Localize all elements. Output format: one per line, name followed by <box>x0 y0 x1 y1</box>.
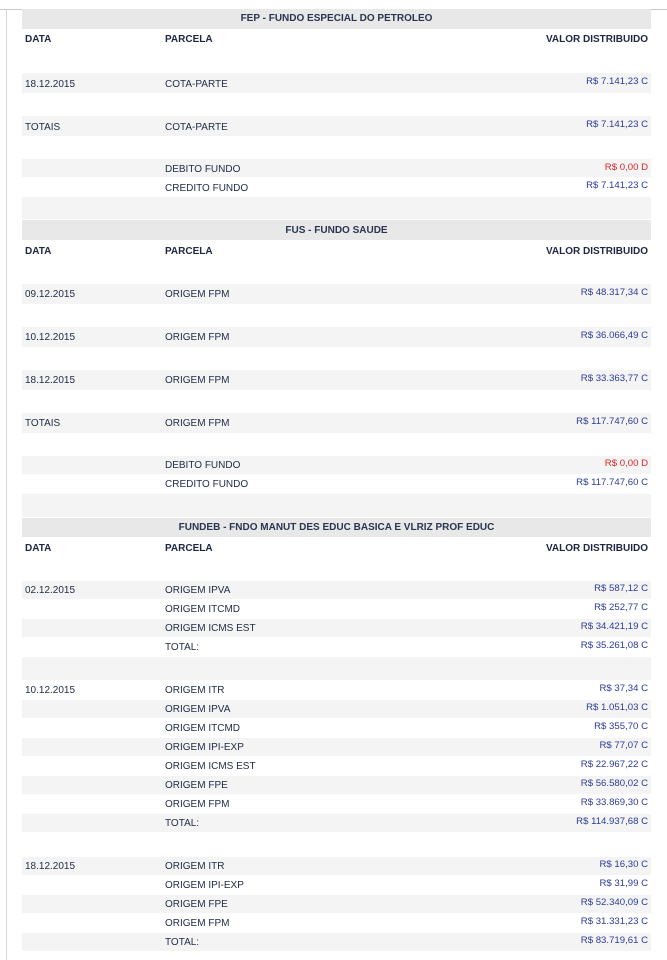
row-parcela: ORIGEM ICMS EST <box>165 761 256 772</box>
row-date: 18.12.2015 <box>25 375 76 386</box>
table-row <box>22 757 651 776</box>
section-title-text: FUNDEB - FNDO MANUT DES EDUC BASICA E VLRIZ PROF EDUC <box>178 522 495 533</box>
spacer-row <box>22 348 651 370</box>
section-title-fundeb <box>22 518 651 538</box>
row-valor: R$ 252,77 C <box>594 602 648 613</box>
left-border <box>6 9 7 960</box>
header-valor: VALOR DISTRIBUIDO <box>545 543 648 554</box>
row-valor: R$ 31.331,23 C <box>580 916 648 927</box>
row-parcela: ORIGEM ITR <box>165 685 225 696</box>
row-valor: R$ 0,00 D <box>604 458 648 469</box>
distribution-report <box>22 9 651 952</box>
table-row <box>22 700 651 719</box>
row-parcela: COTA-PARTE <box>165 79 228 90</box>
row-date: 18.12.2015 <box>25 79 76 90</box>
header-valor: VALOR DISTRIBUIDO <box>545 34 648 45</box>
row-parcela: ORIGEM ICMS EST <box>165 623 256 634</box>
row-valor: R$ 33.869,30 C <box>580 797 648 808</box>
row-valor: R$ 114.937,68 C <box>576 816 648 827</box>
row-parcela: ORIGEM ITR <box>165 861 225 872</box>
section-title-fus <box>22 220 651 241</box>
spacer-row <box>22 51 651 73</box>
row-parcela: ORIGEM FPM <box>165 332 230 343</box>
row-parcela: ORIGEM FPM <box>165 289 230 300</box>
row-date: 18.12.2015 <box>25 861 76 872</box>
header-parcela: PARCELA <box>165 34 213 45</box>
table-header <box>22 30 651 51</box>
spacer-row <box>22 391 651 413</box>
row-date: 09.12.2015 <box>25 289 76 300</box>
table-row <box>22 795 651 814</box>
row-parcela: ORIGEM FPE <box>165 899 228 910</box>
row-parcela: ORIGEM IPI-EXP <box>165 742 244 753</box>
row-valor: R$ 34.421,19 C <box>580 621 648 632</box>
spacer-row <box>22 262 651 284</box>
row-valor: R$ 355,70 C <box>594 721 648 732</box>
table-row <box>22 876 651 895</box>
row-parcela: ORIGEM IPVA <box>165 585 231 596</box>
row-parcela: DEBITO FUNDO <box>165 164 241 175</box>
spacer-row <box>22 833 651 857</box>
table-header <box>22 538 651 560</box>
totals-row <box>22 413 651 434</box>
row-parcela: TOTAL: <box>165 818 200 829</box>
row-valor: R$ 37,34 C <box>599 683 648 694</box>
row-parcela: ORIGEM FPE <box>165 780 228 791</box>
row-valor: R$ 36.066,49 C <box>580 330 648 341</box>
row-valor: R$ 117.747,60 C <box>576 416 648 427</box>
row-valor: R$ 7.141,23 C <box>586 119 648 130</box>
row-date: 02.12.2015 <box>25 585 76 596</box>
credit-row <box>22 178 651 197</box>
table-row <box>22 600 651 619</box>
total-row <box>22 638 651 657</box>
row-parcela: TOTAL: <box>165 642 200 653</box>
row-valor: R$ 31,99 C <box>599 878 648 889</box>
header-valor: VALOR DISTRIBUIDO <box>545 246 648 257</box>
row-date: TOTAIS <box>25 122 61 133</box>
spacer-row <box>22 305 651 327</box>
header-parcela: PARCELA <box>165 246 213 257</box>
row-valor: R$ 1.051,03 C <box>586 702 648 713</box>
row-valor: R$ 56.580,02 C <box>580 778 648 789</box>
row-date: TOTAIS <box>25 418 61 429</box>
table-row <box>22 619 651 638</box>
row-valor: R$ 52.340,09 C <box>580 897 648 908</box>
row-parcela: ORIGEM ITCMD <box>165 604 240 615</box>
table-row <box>22 895 651 914</box>
table-row <box>22 284 651 305</box>
table-row <box>22 738 651 757</box>
row-valor: R$ 35.261,08 C <box>580 640 648 651</box>
header-date: DATA <box>25 246 52 257</box>
spacer-row <box>22 494 651 518</box>
table-row <box>22 681 651 700</box>
row-parcela: ORIGEM FPM <box>165 375 230 386</box>
table-row <box>22 370 651 391</box>
table-row <box>22 914 651 933</box>
header-date: DATA <box>25 543 52 554</box>
table-header <box>22 241 651 262</box>
table-row <box>22 327 651 348</box>
row-parcela: ORIGEM ITCMD <box>165 723 240 734</box>
row-parcela: TOTAL: <box>165 937 200 948</box>
debit-row <box>22 159 651 178</box>
credit-row <box>22 475 651 494</box>
row-valor: R$ 587,12 C <box>594 583 648 594</box>
row-valor: R$ 16,30 C <box>599 859 648 870</box>
row-valor: R$ 48.317,34 C <box>580 287 648 298</box>
table-row <box>22 719 651 738</box>
total-row <box>22 814 651 833</box>
row-valor: R$ 83.719,61 C <box>580 935 648 946</box>
row-parcela: DEBITO FUNDO <box>165 460 241 471</box>
row-parcela: ORIGEM FPM <box>165 918 230 929</box>
row-valor: R$ 22.967,22 C <box>580 759 648 770</box>
table-row <box>22 857 651 876</box>
row-valor: R$ 7.141,23 C <box>586 180 648 191</box>
table-row <box>22 776 651 795</box>
row-parcela: ORIGEM IPVA <box>165 704 231 715</box>
section-title-text: FUS - FUNDO SAUDE <box>285 225 388 236</box>
table-row <box>22 73 651 94</box>
row-parcela: CREDITO FUNDO <box>165 183 249 194</box>
total-row <box>22 933 651 952</box>
spacer-row <box>22 137 651 159</box>
row-valor: R$ 77,07 C <box>599 740 648 751</box>
header-date: DATA <box>25 34 52 45</box>
spacer-row <box>22 94 651 116</box>
section-title-fep <box>22 9 651 30</box>
row-valor: R$ 7.141,23 C <box>586 76 648 87</box>
row-date: 10.12.2015 <box>25 332 76 343</box>
row-valor: R$ 0,00 D <box>604 162 648 173</box>
row-parcela: ORIGEM FPM <box>165 799 230 810</box>
spacer-row <box>22 197 651 220</box>
table-row <box>22 581 651 600</box>
row-valor: R$ 33.363,77 C <box>580 373 648 384</box>
spacer-row <box>22 434 651 456</box>
row-parcela: ORIGEM IPI-EXP <box>165 880 244 891</box>
row-parcela: CREDITO FUNDO <box>165 479 249 490</box>
spacer-row <box>22 560 651 581</box>
section-title-text: FEP - FUNDO ESPECIAL DO PETROLEO <box>240 13 433 24</box>
row-valor: R$ 117.747,60 C <box>576 477 648 488</box>
row-date: 10.12.2015 <box>25 685 76 696</box>
row-parcela: ORIGEM FPM <box>165 418 230 429</box>
debit-row <box>22 456 651 475</box>
totals-row <box>22 116 651 137</box>
header-parcela: PARCELA <box>165 543 213 554</box>
spacer-row <box>22 657 651 681</box>
row-parcela: COTA-PARTE <box>165 122 228 133</box>
